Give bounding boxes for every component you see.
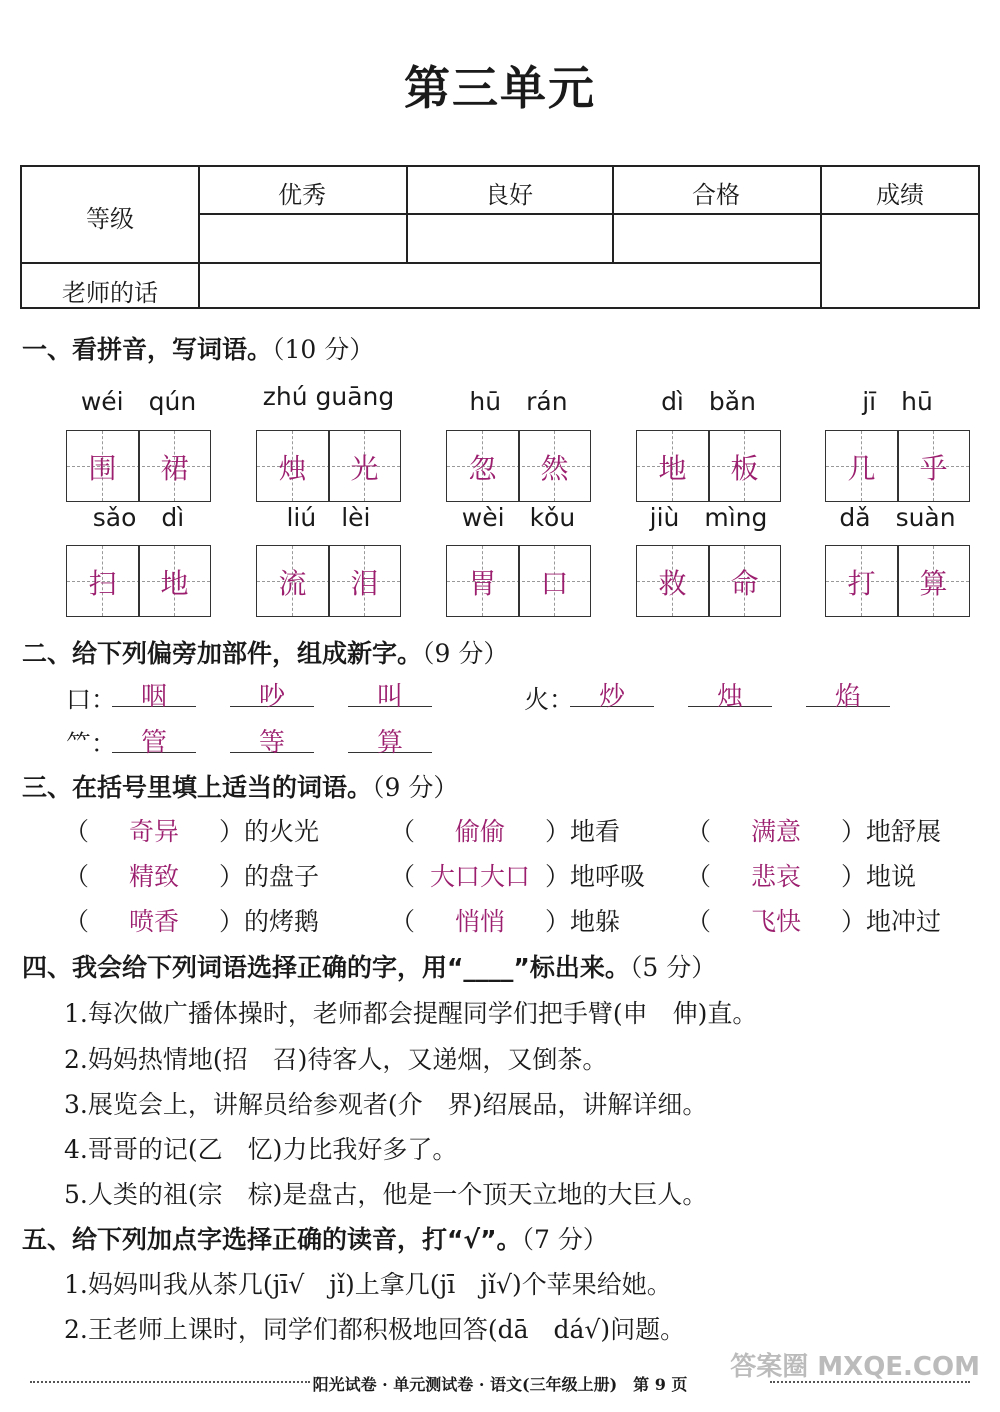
item-suffix: 的盘子	[244, 862, 320, 891]
answer-char: 几	[847, 452, 876, 485]
fill-item: （ 偷偷 ）地看	[390, 812, 620, 848]
question-line: 5.人类的祖(宗 棕)是盘古，他是一个顶天立地的大巨人。	[64, 1180, 708, 1209]
pinyin-label: sǎo dì	[92, 503, 185, 532]
level-good: 良好	[485, 181, 533, 209]
answer-char: 打	[847, 567, 876, 600]
question-line: 1.每次做广播体操时，老师都会提醒同学们把手臂(申 伸)直。	[64, 999, 758, 1028]
answer-blank: 算	[348, 722, 432, 753]
fill-item: （ 喷香 ）的烤鹅	[64, 902, 319, 938]
radical-zhu-label: ⺮：	[66, 729, 117, 758]
answer-blank: 叫	[348, 676, 432, 707]
section-1-heading: 一、看拼音，写词语。（10 分）	[22, 335, 375, 364]
pinyin-label: dǎ suàn	[839, 503, 956, 532]
item-suffix: 的火光	[244, 817, 320, 846]
section-4-heading: 四、我会给下列词语选择正确的字，用“____”标出来。（5 分）	[22, 953, 717, 982]
level-excellent: 优秀	[278, 181, 326, 209]
answer-blank: 烛	[688, 676, 772, 707]
level-label: 等级	[86, 205, 134, 233]
page-footer: 阳光试卷 · 单元测试卷 · 语文(三年级上册) 第 9 页	[312, 1375, 688, 1394]
answer-char: 乎	[919, 452, 948, 485]
answer-char: 忽	[468, 452, 497, 485]
question-line: 2.王老师上课时，同学们都积极地回答(dā dá√)问题。	[64, 1315, 686, 1344]
writing-grid	[256, 545, 401, 617]
item-suffix: 地冲过	[866, 907, 942, 936]
answer-word: 偷偷	[455, 817, 506, 846]
teacher-label: 老师的话	[62, 279, 158, 307]
item-suffix: 的烤鹅	[244, 907, 320, 936]
answer-char: 泪	[350, 567, 379, 600]
pinyin-label: hū rán	[469, 387, 568, 416]
radical-huo-label: 火：	[524, 685, 575, 714]
answer-word: 奇异	[129, 817, 180, 846]
answer-blank: 咽	[112, 676, 196, 707]
writing-grid	[446, 430, 591, 502]
fill-item: （ 飞快 ）地冲过	[686, 902, 941, 938]
answer-char: 扫	[88, 567, 117, 600]
writing-grid	[825, 430, 970, 502]
pinyin-label: wèi kǒu	[461, 503, 576, 532]
answer-word: 悄悄	[455, 907, 506, 936]
fill-item: （ 满意 ）地舒展	[686, 812, 941, 848]
answer-blank: 等	[230, 722, 314, 753]
answer-blank: 管	[112, 722, 196, 753]
answer-word: 精致	[129, 862, 180, 891]
answer-word: 飞快	[751, 907, 802, 936]
answer-char: 围	[88, 452, 117, 485]
pinyin-label: liú lèi	[286, 503, 371, 532]
question-line: 2.妈妈热情地(招 召)待客人，又递烟，又倒茶。	[64, 1045, 608, 1074]
answer-word: 大口大口	[430, 862, 531, 891]
question-line: 1.妈妈叫我从茶几(jī√ jǐ)上拿几(jī jǐ√)个苹果给她。	[64, 1270, 672, 1299]
answer-char: 烛	[278, 452, 307, 485]
answer-blank: 吵	[230, 676, 314, 707]
pinyin-label: zhú guāng	[262, 382, 395, 411]
section-2-heading: 二、给下列偏旁加部件，组成新字。（9 分）	[22, 639, 509, 668]
writing-grid	[66, 545, 211, 617]
writing-grid	[256, 430, 401, 502]
answer-char: 口	[540, 567, 569, 600]
item-suffix: 地说	[866, 862, 917, 891]
item-suffix: 地躲	[570, 907, 621, 936]
writing-grid	[636, 545, 781, 617]
radical-kou-label: 口：	[66, 685, 117, 714]
section-3-heading: 三、在括号里填上适当的词语。（9 分）	[22, 773, 459, 802]
page-title: 第三单元	[404, 61, 596, 115]
item-suffix: 地看	[570, 817, 621, 846]
writing-grid	[446, 545, 591, 617]
answer-blank: 焰	[806, 676, 890, 707]
pinyin-label: jī hū	[862, 387, 933, 416]
answer-char: 命	[730, 567, 759, 600]
writing-grid	[66, 430, 211, 502]
pinyin-label: dì bǎn	[661, 387, 756, 416]
item-suffix: 地呼吸	[570, 862, 646, 891]
question-line: 4.哥哥的记(乙 忆)力比我好多了。	[64, 1135, 458, 1164]
answer-char: 胃	[468, 567, 497, 600]
answer-char: 救	[658, 567, 687, 600]
answer-word: 喷香	[129, 907, 180, 936]
fill-item: （ 精致 ）的盘子	[64, 857, 319, 893]
answer-blank: 炒	[570, 676, 654, 707]
grade-table	[20, 165, 980, 309]
fill-item: （ 悄悄 ）地躲	[390, 902, 620, 938]
watermark-logo: 答案圈 MXQE.COM	[730, 1352, 980, 1382]
answer-char: 算	[919, 567, 948, 600]
answer-char: 裙	[160, 452, 189, 485]
answer-char: 光	[350, 452, 379, 485]
question-line: 3.展览会上，讲解员给参观者(介 界)绍展品，讲解详细。	[64, 1090, 708, 1119]
writing-grid	[825, 545, 970, 617]
score-label: 成绩	[876, 181, 924, 209]
item-suffix: 地舒展	[866, 817, 942, 846]
section-5-heading: 五、给下列加点字选择正确的读音，打“√”。（7 分）	[22, 1225, 608, 1254]
pinyin-label: wéi qún	[80, 387, 197, 416]
writing-grid	[636, 430, 781, 502]
answer-char: 然	[540, 452, 569, 485]
answer-char: 地	[160, 567, 189, 600]
fill-item: （ 奇异 ）的火光	[64, 812, 319, 848]
answer-char: 地	[658, 452, 687, 485]
level-pass: 合格	[692, 181, 740, 209]
answer-char: 流	[278, 567, 307, 600]
answer-word: 满意	[751, 817, 802, 846]
answer-char: 板	[730, 452, 759, 485]
pinyin-label: jiù mìng	[649, 503, 768, 532]
answer-word: 悲哀	[751, 862, 802, 891]
fill-item: （ 悲哀 ）地说	[686, 857, 916, 893]
fill-item: （ 大口大口 ）地呼吸	[390, 857, 645, 893]
